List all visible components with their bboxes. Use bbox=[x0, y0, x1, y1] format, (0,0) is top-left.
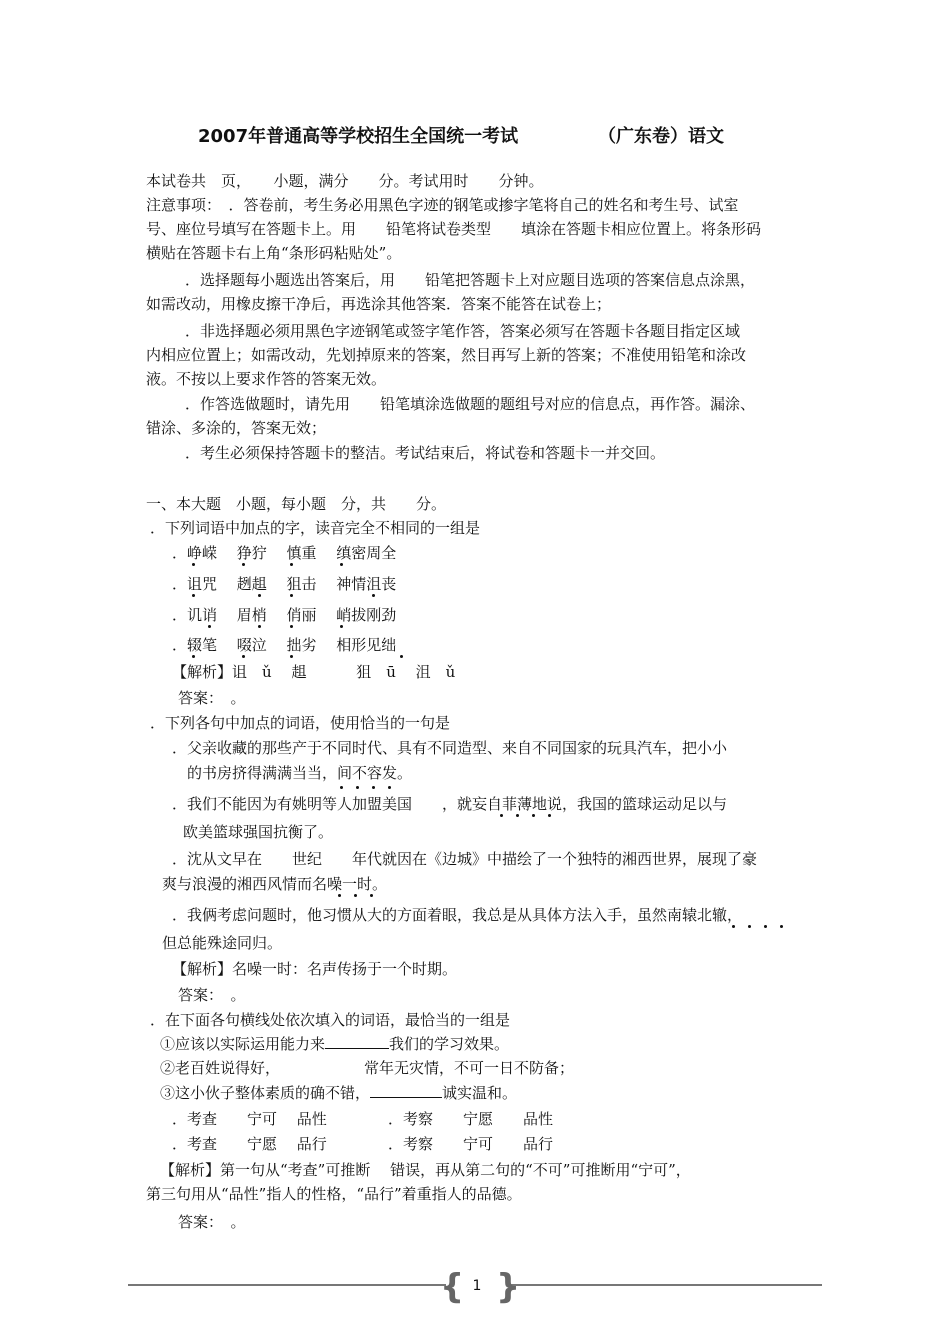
analysis-label: 【解析】 bbox=[160, 1161, 221, 1179]
q3-answer: 答案： 。 bbox=[178, 1213, 246, 1231]
q2-stem: ．下列各句中加点的词语，使用恰当的一句是 bbox=[150, 714, 451, 732]
q2-answer: 答案： 。 bbox=[178, 986, 246, 1004]
q2-option-c-line1: ．沈从文早在 世纪 年代就因在《边城》中描绘了一个独特的湘西世界，展现了豪 bbox=[172, 850, 758, 868]
q3-option-d: ．考察 宁可 品行 bbox=[388, 1135, 554, 1153]
emphasis-dot bbox=[548, 814, 551, 817]
emphasis-dot bbox=[338, 894, 341, 897]
emphasis-dot bbox=[340, 563, 343, 566]
intro-line-11: 错涂、多涂的，答案无效； bbox=[146, 419, 327, 437]
emphasis-dot bbox=[764, 925, 767, 928]
emphasis-dot bbox=[370, 894, 373, 897]
emphasis-dot bbox=[400, 655, 403, 658]
emphasis-dot bbox=[780, 925, 783, 928]
q1-option-a: ．峥嵘 狰狞 慎重 缜密周全 bbox=[172, 544, 397, 562]
emphasis-dot bbox=[192, 563, 195, 566]
emphasis-dot bbox=[372, 594, 375, 597]
q3-sentence-3 bbox=[160, 1083, 517, 1103]
intro-line-4: 横贴在答题卡右上角“条形码粘贴处”。 bbox=[146, 244, 402, 262]
emphasis-dot bbox=[532, 814, 535, 817]
emphasis-dot bbox=[340, 625, 343, 628]
emphasis-dot bbox=[258, 594, 261, 597]
section-heading: 一、本大题 小题，每小题 分，共 分。 bbox=[146, 495, 447, 513]
left-brace-icon: { bbox=[440, 1267, 465, 1307]
emphasis-dot bbox=[192, 594, 195, 597]
q3-sentence-1-end: 我们的学习效果。 bbox=[389, 1035, 510, 1053]
emphasis-dot bbox=[290, 655, 293, 658]
intro-line-1: 本试卷共 页， 小题，满分 分。考试用时 分钟。 bbox=[146, 172, 544, 190]
q3-analysis-line2: 第三句用从“品性”指人的性格，“品行”着重指人的品德。 bbox=[146, 1185, 522, 1203]
q1-stem: ．下列词语中加点的字，读音完全不相同的一组是 bbox=[150, 519, 481, 537]
emphasis-dot bbox=[354, 894, 357, 897]
q2-analysis bbox=[172, 959, 457, 979]
q3-option-b: ．考察 宁愿 品性 bbox=[388, 1110, 554, 1128]
q3-sentence-1 bbox=[160, 1034, 509, 1054]
emphasis-dot bbox=[388, 786, 391, 789]
q2-option-b-line1: ．我们不能因为有姚明等人加盟美国 ，就妄自菲薄地说，我国的篮球运动足以与 bbox=[172, 795, 728, 813]
intro-line-12: ．考生必须保持答题卡的整洁。考试结束后，将试卷和答题卡一并交回。 bbox=[185, 444, 666, 462]
q3-stem: ．在下面各句横线处依次填入的词语，最恰当的一组是 bbox=[150, 1011, 511, 1029]
fill-blank-3 bbox=[370, 1083, 442, 1098]
emphasis-dot bbox=[748, 925, 751, 928]
q3-option-c: ．考查 宁愿 品行 bbox=[172, 1135, 327, 1153]
q1-option-d: ．辍笔 啜泣 拙劣 相形见绌 bbox=[172, 636, 397, 654]
analysis-text: 第一句从“考查”可推断 错误，再从第二句的“不可”可推断用“宁可”， bbox=[220, 1161, 691, 1179]
intro-line-5: ．选择题每小题选出答案后，用 铅笔把答题卡上对应题目选项的答案信息点涂黑， bbox=[185, 271, 756, 289]
analysis-text: 诅 ǔ 趄 狙 ū 沮 ǔ bbox=[232, 663, 456, 681]
emphasis-dot bbox=[242, 563, 245, 566]
emphasis-dot bbox=[340, 786, 343, 789]
q1-option-c: ．讥诮 眉梢 俏丽 峭拔刚劲 bbox=[172, 606, 397, 624]
q3-sentence-2-end: 常年无灾情，不可一日不防备； bbox=[364, 1059, 575, 1077]
emphasis-dot bbox=[290, 594, 293, 597]
q3-sentence-3-start: ③这小伙子整体素质的确不错， bbox=[160, 1084, 371, 1102]
emphasis-dot bbox=[356, 786, 359, 789]
intro-line-3: 号、座位号填写在答题卡上。用 铅笔将试卷类型 填涂在答题卡相应位置上。将条形码 bbox=[146, 220, 762, 238]
q3-analysis-line1 bbox=[160, 1160, 691, 1180]
q2-option-a-line2: 的书房挤得满满当当，间不容发。 bbox=[187, 764, 413, 782]
emphasis-dot bbox=[192, 655, 195, 658]
emphasis-dot bbox=[500, 814, 503, 817]
intro-line-10: ．作答选做题时，请先用 铅笔填涂选做题的题组号对应的信息点，再作答。漏涂、 bbox=[185, 395, 756, 413]
q3-sentence-3-end: 诚实温和。 bbox=[442, 1084, 518, 1102]
q2-option-d-line1: ．我俩考虑问题时，他习惯从大的方面着眼，我总是从具体方法入手，虽然南辕北辙， bbox=[172, 906, 743, 924]
intro-line-8: 内相应位置上；如需改动，先划掉原来的答案，然目再写上新的答案；不准使用铅笔和涂改 bbox=[146, 346, 747, 364]
q2-option-b-line2: 欧美篮球强国抗衡了。 bbox=[183, 823, 334, 841]
fill-blank-1 bbox=[325, 1034, 389, 1049]
exam-title-edition: （广东卷）语文 bbox=[598, 126, 724, 147]
emphasis-dot bbox=[290, 625, 293, 628]
emphasis-dot bbox=[732, 925, 735, 928]
intro-line-2: 注意事项： ．答卷前，考生务必用黑色字迹的钢笔或掺字笔将自己的姓名和考生号、试室 bbox=[146, 196, 739, 214]
exam-title: 2007年普通高等学校招生全国统一考试 bbox=[198, 126, 519, 147]
page-number: 1 bbox=[472, 1278, 482, 1294]
emphasis-dot bbox=[372, 786, 375, 789]
footer-rule-right bbox=[508, 1284, 822, 1286]
analysis-label: 【解析】 bbox=[172, 663, 233, 681]
q3-sentence-1-start: ①应该以实际运用能力来 bbox=[160, 1035, 326, 1053]
q2-option-c-line2: 爽与浪漫的湘西风情而名噪一时。 bbox=[162, 875, 388, 893]
q3-sentence-2-start: ②老百姓说得好， bbox=[160, 1059, 281, 1077]
q1-option-b: ．诅咒 趔趄 狙击 神情沮丧 bbox=[172, 575, 397, 593]
q3-option-a: ．考查 宁可 品性 bbox=[172, 1110, 327, 1128]
q2-option-d-line2: 但总能殊途同归。 bbox=[162, 934, 283, 952]
q1-analysis bbox=[172, 662, 455, 682]
footer-rule-left bbox=[128, 1284, 446, 1286]
emphasis-dot bbox=[290, 563, 293, 566]
q2-option-a-line1: ．父亲收藏的那些产于不同时代、具有不同造型、来自不同国家的玩具汽车，把小小 bbox=[172, 739, 728, 757]
analysis-label: 【解析】 bbox=[172, 960, 233, 978]
emphasis-dot bbox=[208, 625, 211, 628]
intro-line-7: ．非选择题必须用黑色字迹钢笔或签字笔作答，答案必须写在答题卡各题目指定区域 bbox=[185, 322, 741, 340]
emphasis-dot bbox=[516, 814, 519, 817]
right-brace-icon: } bbox=[496, 1267, 521, 1307]
intro-line-9: 液。不按以上要求作答的答案无效。 bbox=[146, 370, 387, 388]
intro-line-6: 如需改动，用橡皮擦干净后，再选涂其他答案．答案不能答在试卷上； bbox=[146, 295, 612, 313]
analysis-text: 名噪一时：名声传扬于一个时期。 bbox=[232, 960, 458, 978]
q1-answer: 答案： 。 bbox=[178, 689, 246, 707]
q3-sentence-2 bbox=[160, 1058, 574, 1078]
emphasis-dot bbox=[258, 625, 261, 628]
emphasis-dot bbox=[242, 655, 245, 658]
